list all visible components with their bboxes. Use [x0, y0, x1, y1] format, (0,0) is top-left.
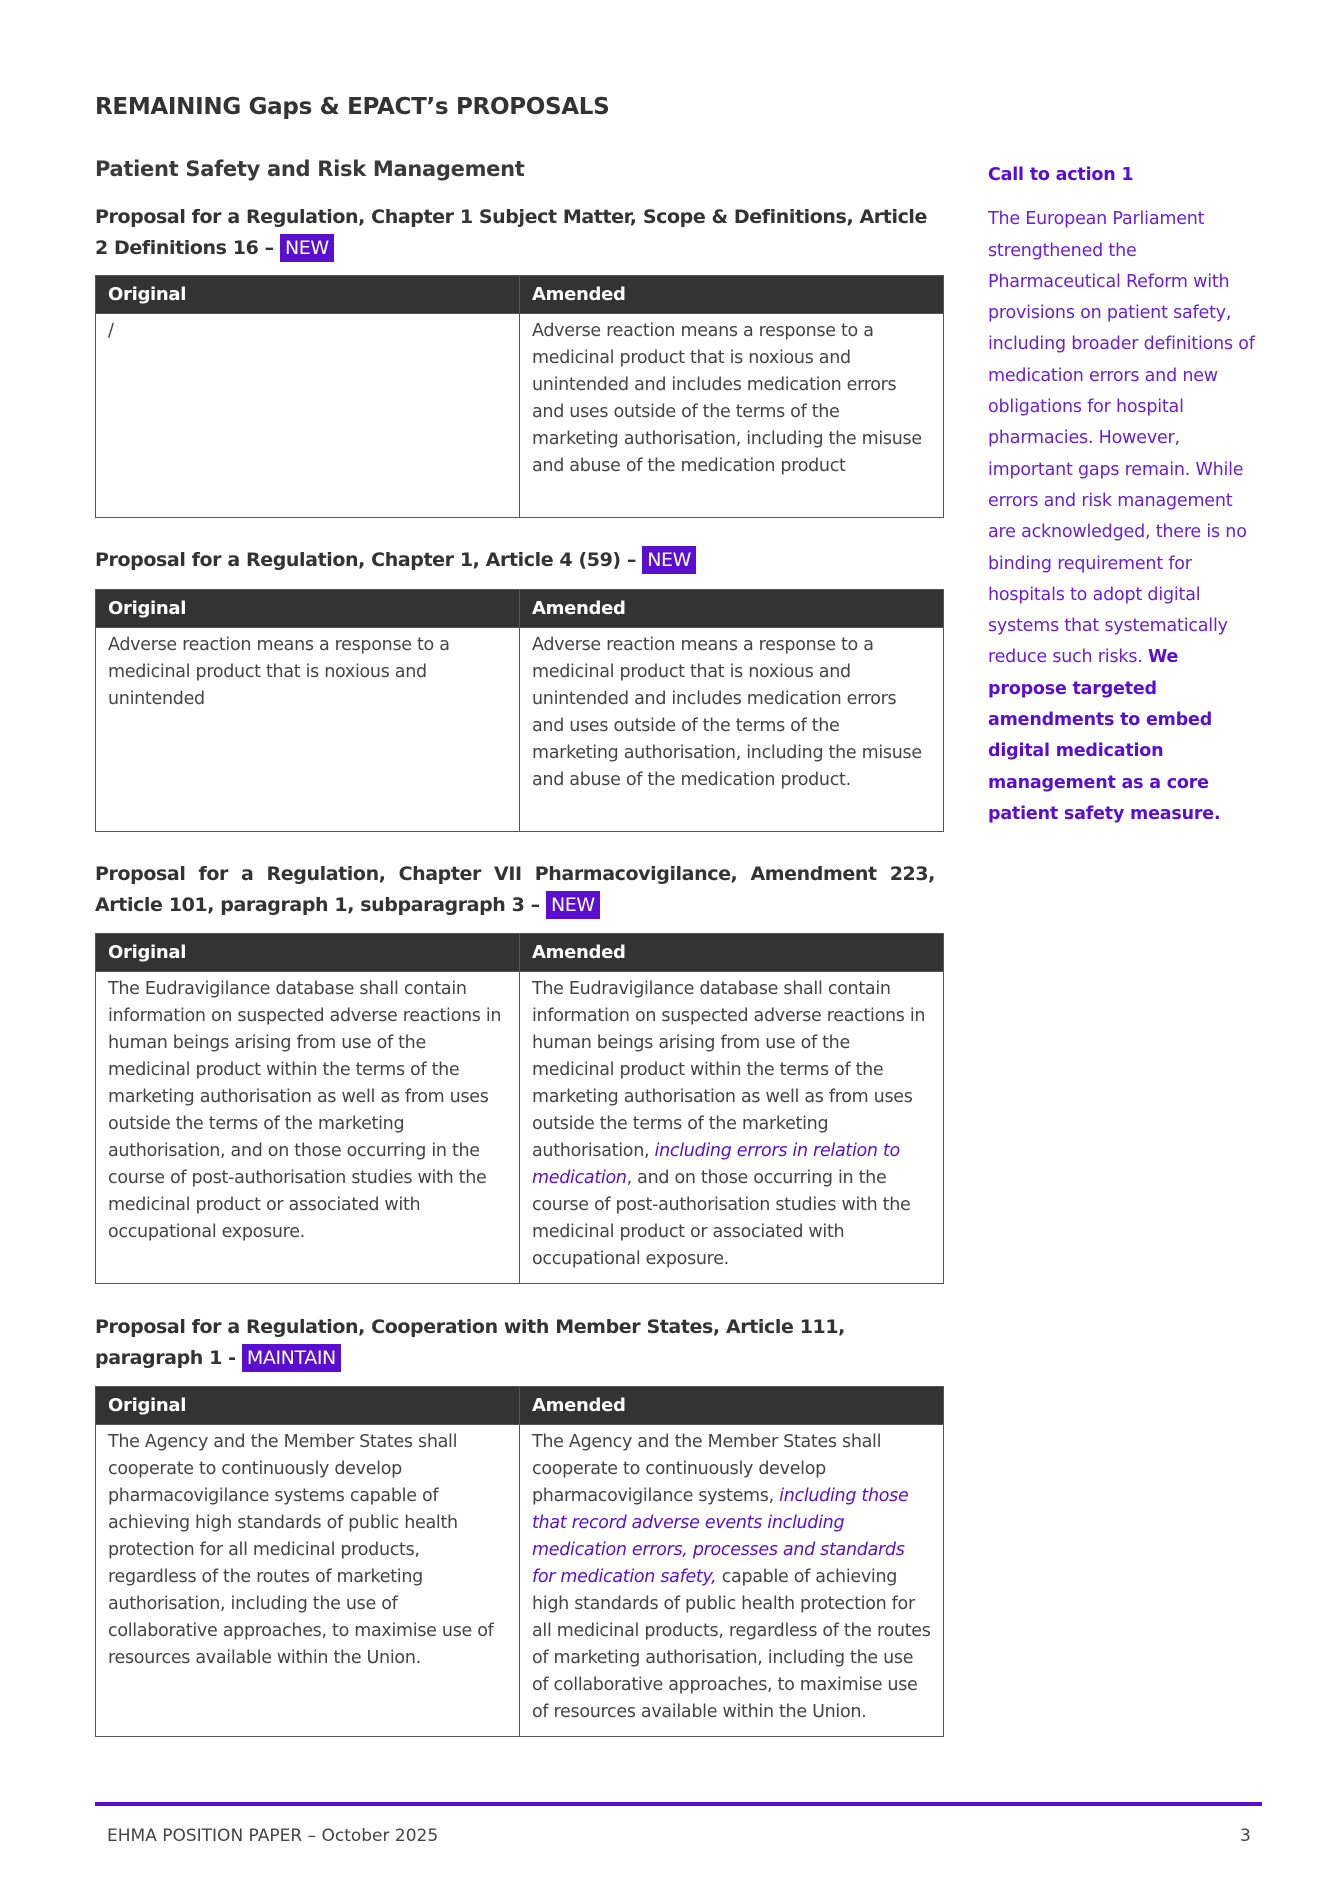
column-amended: Amended — [520, 1387, 944, 1425]
original-cell: Adverse reaction means a response to a medicinal product that is noxious and unintended — [96, 628, 520, 832]
proposal-heading-1: Proposal for a Regulation, Chapter 1 Subject Matter, Scope & Definitions, Article 2 Definitions 16 – NEW — [95, 202, 935, 264]
call-to-action-sidebar — [988, 160, 1258, 830]
amended-cell: The Eudravigilance database shall contain information on suspected adverse reactions in human beings arising from use of the medicinal product within the terms of the marketing authorisation as well as from uses outside the terms of the marketing authorisation, including errors in relation to medication, and on those occurring in the course of post-authorisation studies with the medicinal product or associated with occupational exposure. — [520, 972, 944, 1284]
amendment-highlight: including errors in relation to medication — [532, 1141, 900, 1188]
comparison-table-2 — [95, 589, 944, 832]
new-badge: NEW — [280, 234, 334, 262]
maintain-badge: MAINTAIN — [242, 1344, 341, 1372]
page-number: 3 — [1240, 1826, 1251, 1846]
amended-cell: The Agency and the Member States shall cooperate to continuously develop pharmacovigilance systems, including those that record adverse events including medication errors, processes and standards for medication safety, capable of achieving high standards of public health protection for all medicinal products, regardless of the routes of marketing authorisation, including the use of collaborative approaches, to maximise use of resources available within the Union. — [520, 1425, 944, 1737]
proposal-heading-3: Proposal for a Regulation, Chapter VII Pharmacovigilance, Amendment 223, Article 101, paragraph 1, subparagraph 3 – NEW — [95, 859, 935, 921]
column-amended: Amended — [520, 276, 944, 314]
footer-divider — [95, 1802, 1262, 1806]
page-title: REMAINING Gaps & EPACT’s PROPOSALS — [95, 94, 610, 120]
call-to-action-title: Call to action 1 — [988, 165, 1134, 185]
original-cell: / — [96, 314, 520, 518]
new-badge: NEW — [642, 546, 696, 574]
amended-cell: Adverse reaction means a response to a medicinal product that is noxious and unintended and includes medication errors and uses outside of the terms of the marketing authorisation, including the misuse and abuse of the medication product. — [520, 628, 944, 832]
column-original: Original — [96, 276, 520, 314]
section-subtitle: Patient Safety and Risk Management — [95, 157, 525, 181]
call-to-action-text: The European Parliament strengthened the Pharmaceutical Reform with provisions on patient safety, including broader definitions of medication errors and new obligations for hospital pharmacies. However, important gaps remain. While errors and risk management are acknowledged, there is no binding requirement for hospitals to adopt digital systems that systematically reduce such risks. — [988, 209, 1255, 668]
new-badge: NEW — [546, 891, 600, 919]
comparison-table-4 — [95, 1386, 944, 1737]
call-to-action-emphasis: We propose targeted amendments to embed digital medication management as a core patient safety measure. — [988, 647, 1221, 824]
proposal-heading-2: Proposal for a Regulation, Chapter 1, Article 4 (59) – NEW — [95, 545, 935, 576]
original-cell: The Agency and the Member States shall cooperate to continuously develop pharmacovigilance systems capable of achieving high standards of public health protection for all medicinal products, regardless of the routes of marketing authorisation, including the use of collaborative approaches, to maximise use of resources available within the Union. — [96, 1425, 520, 1737]
amended-cell: Adverse reaction means a response to a medicinal product that is noxious and unintended and includes medication errors and uses outside of the terms of the marketing authorisation, including the misuse and abuse of the medication product — [520, 314, 944, 518]
column-original: Original — [96, 590, 520, 628]
comparison-table-1 — [95, 275, 944, 518]
amendment-highlight: including those that record adverse events including medication errors, processes and standards for medication safety, — [532, 1486, 909, 1587]
column-original: Original — [96, 1387, 520, 1425]
column-original: Original — [96, 934, 520, 972]
comparison-table-3 — [95, 933, 944, 1284]
proposal-heading-4: Proposal for a Regulation, Cooperation with Member States, Article 111, paragraph 1 - MAINTAIN — [95, 1312, 935, 1374]
column-amended: Amended — [520, 934, 944, 972]
footer-label: EHMA POSITION PAPER – October 2025 — [107, 1826, 439, 1846]
column-amended: Amended — [520, 590, 944, 628]
original-cell: The Eudravigilance database shall contain information on suspected adverse reactions in human beings arising from use of the medicinal product within the terms of the marketing authorisation as well as from uses outside the terms of the marketing authorisation, and on those occurring in the course of post-authorisation studies with the medicinal product or associated with occupational exposure. — [96, 972, 520, 1284]
